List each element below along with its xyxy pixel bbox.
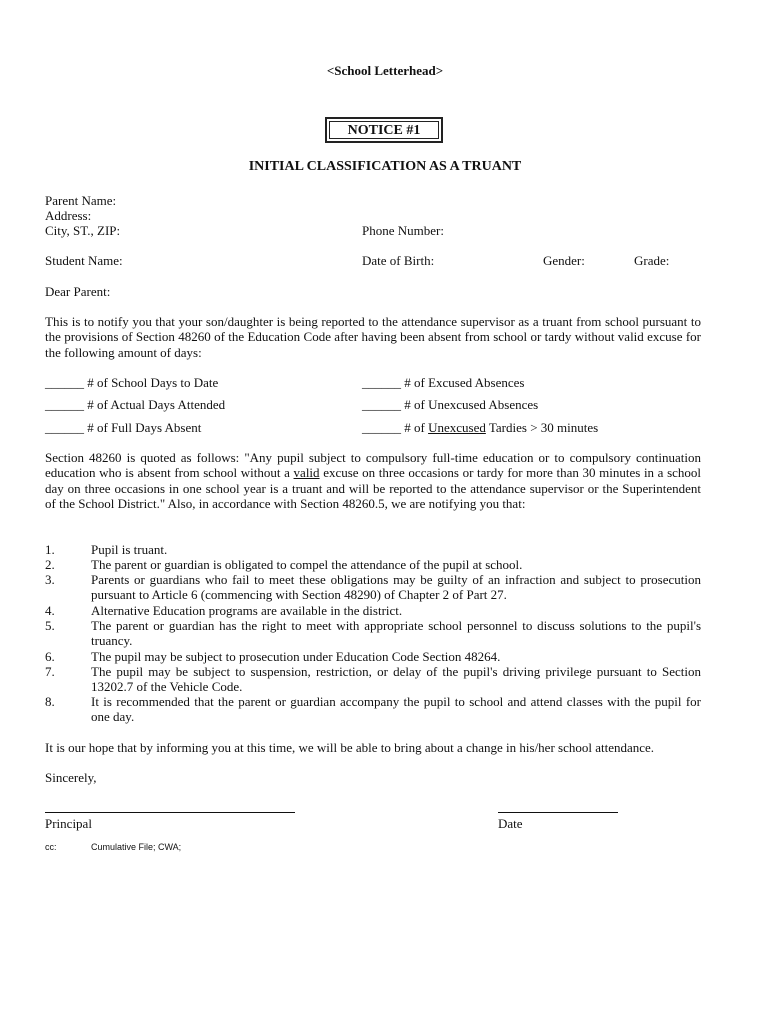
school-letterhead: <School Letterhead> — [326, 63, 444, 78]
salutation: Dear Parent: — [45, 284, 111, 299]
blank-line: ______ — [362, 375, 401, 390]
list-item: The parent or guardian is obligated to compel the attendance of the pupil at school. — [91, 557, 523, 572]
cc-recipients: Cumulative File; CWA; — [91, 842, 182, 852]
gender-label: Gender: — [543, 253, 585, 268]
list-number: 7. — [45, 664, 55, 679]
list-number: 3. — [45, 572, 55, 587]
count-label: # of School Days to Date — [87, 375, 219, 390]
count-full-days — [45, 420, 201, 435]
date-label: Date — [498, 816, 523, 831]
phone-label: Phone Number: — [362, 223, 444, 238]
count-label: # of Full Days Absent — [87, 420, 202, 435]
principal-label: Principal — [45, 816, 92, 831]
student-name-label: Student Name: — [45, 253, 123, 268]
section-quote-paragraph — [45, 450, 701, 511]
count-label: # of — [404, 420, 425, 435]
blank-line: ______ — [45, 397, 84, 412]
dob-label: Date of Birth: — [362, 253, 435, 268]
list-number: 2. — [45, 557, 55, 572]
count-label: # of Unexcused Absences — [404, 397, 539, 412]
list-item: The pupil may be subject to suspension, restriction, or delay of the pupil's driving privilege pursuant to Section 13202.7 of the Vehicle Code. — [91, 664, 701, 695]
list-item: The pupil may be subject to prosecution under Education Code Section 48264. — [91, 649, 501, 664]
list-number: 4. — [45, 603, 55, 618]
count-label-underlined: Unexcused — [428, 420, 486, 435]
blank-line: ______ — [362, 420, 401, 435]
list-number: 1. — [45, 542, 55, 557]
date-signature-line — [498, 812, 618, 813]
list-item: Pupil is truant. — [91, 542, 168, 557]
notice-title: NOTICE #1 — [329, 121, 439, 139]
count-excused — [362, 375, 524, 390]
blank-line: ______ — [45, 420, 84, 435]
count-label: # of Actual Days Attended — [87, 397, 226, 412]
sincerely: Sincerely, — [45, 770, 97, 785]
address-label: Address: — [45, 208, 92, 223]
list-number: 5. — [45, 618, 55, 633]
count-label: Tardies > 30 minutes — [488, 420, 599, 435]
list-item: Alternative Education programs are available in the district. — [91, 603, 403, 618]
list-item: The parent or guardian has the right to meet with appropriate school personnel to discuss solutions to the pupil's truancy. — [91, 618, 701, 649]
count-school-days — [45, 375, 218, 390]
intro-paragraph: This is to notify you that your son/daughter is being reported to the attendance supervisor as a truant from school pursuant to the provisions of Section 48260 of the Education Code after having been absent from school or tardy without valid excuse for the following amount of days: — [45, 314, 701, 360]
count-attended — [45, 397, 225, 412]
section-valid-word: valid — [293, 465, 320, 481]
list-item: Parents or guardians who fail to meet these obligations may be guilty of an infraction and subject to prosecution pursuant to Article 6 (commencing with Section 48290) of Chapter 2 of Part 27. — [91, 572, 701, 603]
blank-line: ______ — [45, 375, 84, 390]
grade-label: Grade: — [634, 253, 670, 268]
section-text: Section 48260 is quoted as follows: "Any pupil subject to compulsory full-time education or to compulsory continuation education who is absent from school without a — [45, 450, 701, 481]
list-number: 8. — [45, 694, 55, 709]
count-unexcused-absences — [362, 397, 538, 412]
cc-label: cc: — [45, 842, 57, 852]
list-number: 6. — [45, 649, 55, 664]
count-label: # of Excused Absences — [404, 375, 525, 390]
city-label: City, ST., ZIP: — [45, 223, 121, 238]
blank-line: ______ — [362, 397, 401, 412]
notice-box — [325, 117, 443, 143]
section-text: excuse on three occasions or tardy for more than 30 minutes in a school day on three occasions in one school year is a truant and will be reported to the attendance supervisor or the Superintendent of the School District." Also, in accordance with Section 48260.5, we are notifying you that: — [45, 465, 702, 511]
count-tardies — [362, 420, 598, 435]
document-heading: INITIAL CLASSIFICATION AS A TRUANT — [248, 159, 522, 174]
closing-paragraph: It is our hope that by informing you at this time, we will be able to bring about a change in his/her school attendance. — [45, 740, 655, 755]
list-item: It is recommended that the parent or guardian accompany the pupil to school and attend classes with the pupil for one day. — [91, 694, 701, 725]
principal-signature-line — [45, 812, 295, 813]
parent-name-label: Parent Name: — [45, 193, 117, 208]
